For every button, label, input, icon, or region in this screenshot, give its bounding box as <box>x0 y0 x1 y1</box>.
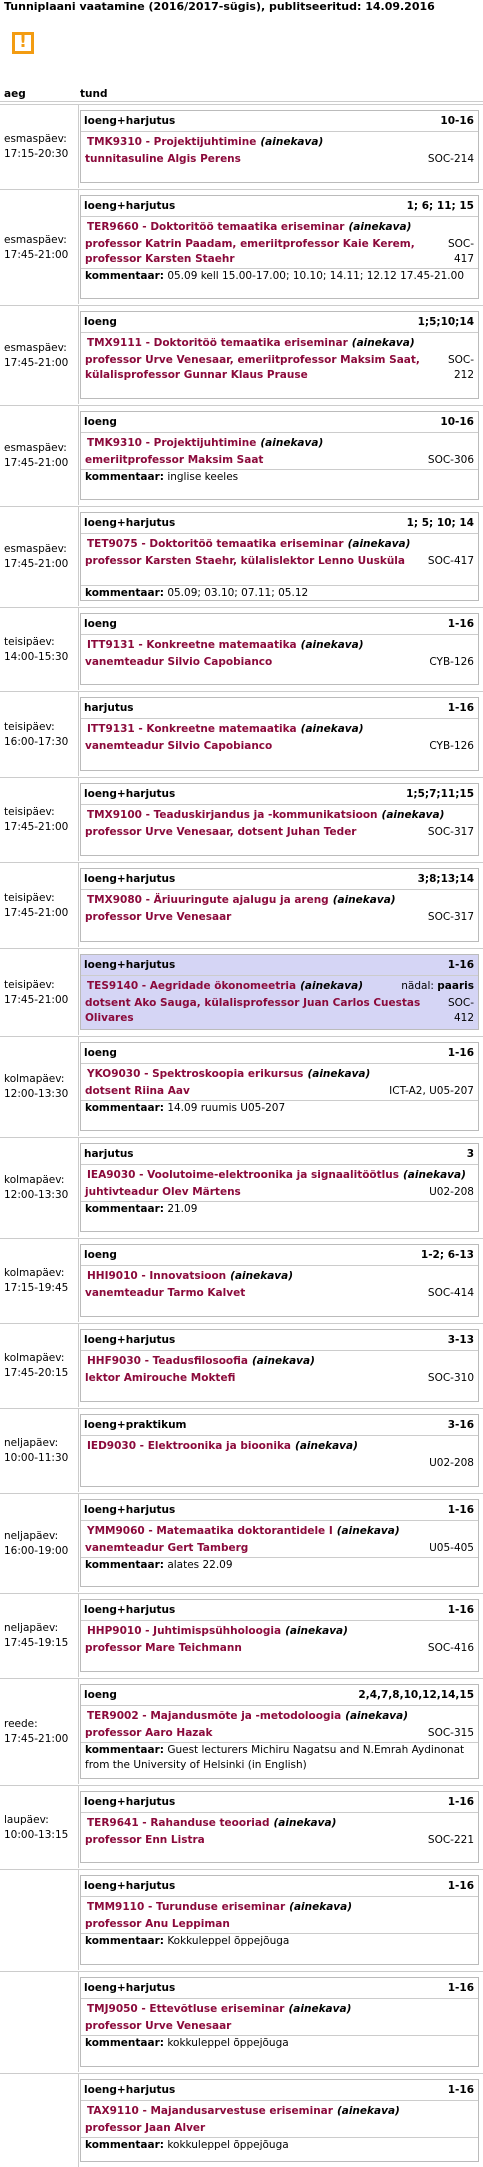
lesson-type: loeng <box>84 316 117 328</box>
lesson-teachers[interactable]: professor Urve Venesaar <box>85 2020 232 2032</box>
row-separator <box>78 1870 79 1970</box>
lesson-card-header <box>81 1144 478 1165</box>
row-separator <box>78 1494 79 1592</box>
lesson-card-header <box>81 1330 478 1351</box>
table-row <box>0 2073 483 2167</box>
lesson-weeks: 1;5;7;11;15 <box>406 788 474 800</box>
course-syllabus-link[interactable]: (ainekava) <box>336 1525 400 1537</box>
table-row <box>0 1593 483 1677</box>
lesson-card-header <box>81 698 478 719</box>
lesson-type: loeng+harjutus <box>84 1982 176 1994</box>
row-separator <box>78 608 79 690</box>
lesson-card[interactable] <box>80 1244 479 1317</box>
lesson-card[interactable] <box>80 613 479 685</box>
lesson-comment <box>85 586 474 601</box>
lesson-card-header <box>81 1245 478 1266</box>
course-syllabus-link[interactable]: (ainekava) <box>260 437 324 449</box>
row-separator <box>78 190 79 304</box>
table-row <box>0 777 483 861</box>
lesson-card[interactable] <box>80 1977 479 2067</box>
lesson-room: U02-208 <box>429 1186 474 1198</box>
comment-label: kommentaar: <box>85 270 164 282</box>
lesson-type: loeng <box>84 618 117 630</box>
lesson-type: harjutus <box>84 1148 134 1160</box>
week-parity-value: paaris <box>437 980 474 992</box>
lesson-teachers[interactable]: tunnitasuline Algis Perens <box>85 153 241 165</box>
lesson-teachers[interactable]: professor Anu Leppiman <box>85 1918 230 1930</box>
lesson-teachers[interactable]: juhtivteadur Olev Märtens <box>85 1186 241 1198</box>
lesson-type: loeng <box>84 1249 117 1261</box>
lesson-comment <box>85 2138 474 2153</box>
lesson-type: loeng+harjutus <box>84 1504 176 1516</box>
lesson-teachers[interactable]: emeriitprofessor Maksim Saat <box>85 454 264 466</box>
course-syllabus-link[interactable]: (ainekava) <box>336 2105 400 2117</box>
row-separator <box>78 692 79 776</box>
lesson-card[interactable] <box>80 110 479 183</box>
lesson-weeks: 1; 5; 10; 14 <box>406 517 474 529</box>
lesson-type: loeng+harjutus <box>84 959 176 971</box>
table-row <box>0 607 483 690</box>
lesson-type: loeng+harjutus <box>84 115 176 127</box>
row-time: teisipäev: 17:45-21:00 <box>4 892 69 919</box>
lesson-comment <box>85 2036 474 2051</box>
course-name <box>87 809 474 821</box>
course-link[interactable]: HHF9030 - Teadusfilosoofia <box>87 1355 248 1367</box>
table-row <box>0 1137 483 1237</box>
course-syllabus-link[interactable]: (ainekava) <box>252 1355 315 1367</box>
lesson-weeks: 1-2; 6-13 <box>420 1249 474 1261</box>
lesson-card[interactable] <box>80 783 479 856</box>
lesson-room: SOC- 417 <box>447 238 474 265</box>
row-time: neljapäev: 17:45-19:15 <box>4 1622 69 1649</box>
lesson-weeks: 1-16 <box>447 1880 474 1892</box>
lesson-card[interactable] <box>80 1791 479 1863</box>
row-time: kolmapäev: 17:45-20:15 <box>4 1352 69 1379</box>
lesson-weeks: 1-16 <box>447 618 474 630</box>
lesson-type: loeng+harjutus <box>84 1796 176 1808</box>
lesson-room: ICT-A2, U05-207 <box>389 1085 474 1097</box>
table-row <box>0 1036 483 1136</box>
course-name <box>87 1710 474 1722</box>
week-parity-label: nädal: <box>401 980 434 992</box>
comment-label: kommentaar: <box>85 2139 164 2151</box>
course-syllabus-link[interactable]: (ainekava) <box>351 337 415 349</box>
lesson-weeks: 1-16 <box>447 1796 474 1808</box>
row-separator <box>78 2074 79 2167</box>
lesson-card[interactable] <box>80 2079 479 2162</box>
header-lesson: tund <box>80 88 108 100</box>
course-link[interactable]: IEA9030 - Voolutoime-elektroonika ja signaalitöötlus <box>87 1169 399 1181</box>
course-link[interactable]: HHP9010 - Juhtimispsühholoogia <box>87 1625 282 1637</box>
comment-text: kokkuleppel õppejõuga <box>167 2139 289 2151</box>
lesson-weeks: 1-16 <box>447 1604 474 1616</box>
comment-text: Guest lecturers Michiru Nagatsu and N.Emrah Aydinonat from the University of Helsinki (in English) <box>85 1744 465 1771</box>
row-separator <box>78 1409 79 1492</box>
course-link[interactable]: TER9660 - Doktoritöö temaatika eriseminar <box>87 221 345 233</box>
lesson-card-header <box>81 412 478 433</box>
table-row <box>0 691 483 776</box>
lesson-teachers[interactable]: professor Urve Venesaar <box>85 911 232 923</box>
row-time: esmaspäev: 17:45-21:00 <box>4 342 69 369</box>
lesson-teachers[interactable]: vanemteadur Silvio Capobianco <box>85 656 273 668</box>
course-syllabus-link[interactable]: (ainekava) <box>285 1625 348 1637</box>
lesson-card[interactable] <box>80 1414 479 1487</box>
lesson-type: loeng+harjutus <box>84 517 176 529</box>
course-name <box>87 723 474 735</box>
comment-text: 21.09 <box>167 1203 198 1215</box>
lesson-weeks: 3 <box>466 1148 474 1160</box>
lesson-card[interactable] <box>80 1042 479 1131</box>
course-syllabus-link[interactable]: (ainekava) <box>403 1169 466 1181</box>
lesson-room: SOC-317 <box>427 911 474 923</box>
lesson-weeks: 1;5;10;14 <box>417 316 474 328</box>
course-name <box>87 1270 474 1282</box>
course-syllabus-link[interactable]: (ainekava) <box>381 809 445 821</box>
course-link[interactable]: TMK9310 - Projektijuhtimine <box>87 437 257 449</box>
course-syllabus-link[interactable]: (ainekava) <box>288 2003 352 2015</box>
lesson-room: SOC-310 <box>427 1372 474 1384</box>
table-row <box>0 1785 483 1868</box>
lesson-type: loeng <box>84 416 117 428</box>
lesson-type: loeng+harjutus <box>84 2084 176 2096</box>
lesson-weeks: 1; 6; 11; 15 <box>406 200 474 212</box>
course-syllabus-link[interactable]: (ainekava) <box>300 639 364 651</box>
course-syllabus-link[interactable]: (ainekava) <box>300 723 364 735</box>
lesson-card-header <box>81 614 478 635</box>
lesson-card-header <box>81 513 478 534</box>
course-link[interactable]: TMK9310 - Projektijuhtimine <box>87 136 257 148</box>
course-link[interactable]: TMX9080 - Äriuuringute ajalugu ja areng <box>87 894 329 906</box>
row-separator <box>78 1972 79 2072</box>
course-name <box>87 1355 474 1367</box>
lesson-room: U02-208 <box>429 1457 474 1469</box>
lesson-card-header <box>81 784 478 805</box>
course-name <box>87 1169 474 1181</box>
course-link[interactable]: ITT9131 - Konkreetne matemaatika <box>87 639 297 651</box>
course-link[interactable]: HHI9010 - Innovatsioon <box>87 1270 227 1282</box>
lesson-card-header <box>81 1415 478 1436</box>
course-syllabus-link[interactable]: (ainekava) <box>289 1901 353 1913</box>
comment-label: kommentaar: <box>85 1935 164 1947</box>
row-separator <box>78 1786 79 1868</box>
row-time: kolmapäev: 17:15-19:45 <box>4 1267 69 1294</box>
row-time: teisipäev: 17:45-21:00 <box>4 806 69 833</box>
row-time: reede: 17:45-21:00 <box>4 1718 69 1745</box>
lesson-card-header <box>81 1792 478 1813</box>
lesson-card[interactable] <box>80 1499 479 1587</box>
course-link[interactable]: TET9075 - Doktoritöö temaatika eriseminar <box>87 538 344 550</box>
lesson-card-header <box>81 1978 478 1999</box>
lesson-teachers[interactable]: professor Mare Teichmann <box>85 1642 242 1654</box>
comment-text: 05.09 kell 15.00-17.00; 10.10; 14.11; 12.12 17.45-21.00 <box>167 270 465 282</box>
lesson-room: SOC- 212 <box>447 354 474 381</box>
course-syllabus-link[interactable]: (ainekava) <box>348 221 412 233</box>
course-link[interactable]: YKO9030 - Spektroskoopia erikursus <box>87 1068 304 1080</box>
lesson-weeks: 1-16 <box>447 1504 474 1516</box>
table-row <box>0 405 483 505</box>
lesson-weeks: 1-16 <box>447 2084 474 2096</box>
comment-label: kommentaar: <box>85 1559 164 1571</box>
course-link[interactable]: TMM9110 - Turunduse eriseminar <box>87 1901 286 1913</box>
row-separator <box>78 406 79 505</box>
course-name <box>87 136 474 148</box>
row-time: teisipäev: 14:00-15:30 <box>4 636 69 663</box>
lesson-type: loeng+harjutus <box>84 1604 176 1616</box>
lesson-card-header <box>81 1685 478 1706</box>
course-syllabus-link[interactable]: (ainekava) <box>347 538 411 550</box>
row-time: esmaspäev: 17:45-21:00 <box>4 442 69 469</box>
course-name <box>87 1901 474 1913</box>
lesson-weeks: 3;8;13;14 <box>417 873 474 885</box>
row-time: teisipäev: 16:00-17:30 <box>4 721 69 748</box>
course-name <box>87 538 474 550</box>
lesson-type: loeng+harjutus <box>84 1334 176 1346</box>
row-time: laupäev: 10:00-13:15 <box>4 1814 69 1841</box>
lesson-card-header <box>81 1043 478 1064</box>
lesson-card-header <box>81 2080 478 2101</box>
table-row <box>0 1323 483 1407</box>
course-name <box>87 1817 474 1829</box>
course-link[interactable]: TMJ9050 - Ettevõtluse eriseminar <box>87 2003 285 2015</box>
lesson-weeks: 2,4,7,8,10,12,14,15 <box>358 1689 474 1701</box>
lesson-teachers[interactable]: vanemteadur Gert Tamberg <box>85 1542 249 1554</box>
course-name <box>87 1625 474 1637</box>
lesson-weeks: 10-16 <box>440 416 474 428</box>
lesson-room: SOC-221 <box>427 1834 474 1846</box>
course-syllabus-link[interactable]: (ainekava) <box>273 1817 337 1829</box>
lesson-comment <box>85 1202 474 1217</box>
course-name <box>87 1068 474 1080</box>
course-name <box>87 337 474 349</box>
course-link[interactable]: TER9002 - Majandusmõte ja -metodoloogia <box>87 1710 342 1722</box>
table-row <box>0 1678 483 1784</box>
comment-text: 05.09; 03.10; 07.11; 05.12 <box>167 587 309 599</box>
lesson-type: loeng <box>84 1047 117 1059</box>
row-separator <box>78 1037 79 1136</box>
row-time: esmaspäev: 17:45-21:00 <box>4 234 69 261</box>
table-row <box>0 1238 483 1322</box>
table-row <box>0 862 483 947</box>
lesson-teachers[interactable]: professor Jaan Alver <box>85 2122 206 2134</box>
comment-label: kommentaar: <box>85 1102 164 1114</box>
comment-text: alates 22.09 <box>167 1559 233 1571</box>
lesson-room: SOC-306 <box>427 454 474 466</box>
lesson-card[interactable] <box>80 868 479 942</box>
row-time: neljapäev: 16:00-19:00 <box>4 1530 69 1557</box>
row-time: teisipäev: 17:45-21:00 <box>4 979 69 1006</box>
row-time: kolmapäev: 12:00-13:30 <box>4 1174 69 1201</box>
lesson-card[interactable] <box>80 954 479 1030</box>
lesson-card[interactable] <box>80 411 479 500</box>
table-row <box>0 1869 483 1970</box>
lesson-room: SOC-214 <box>427 153 474 165</box>
course-link[interactable]: ITT9131 - Konkreetne matemaatika <box>87 723 297 735</box>
lesson-room: U05-405 <box>429 1542 474 1554</box>
comment-label: kommentaar: <box>85 587 164 599</box>
course-syllabus-link[interactable]: (ainekava) <box>260 136 324 148</box>
lesson-card[interactable] <box>80 1684 479 1779</box>
page-title: Tunniplaani vaatamine (2016/2017-sügis), publitseeritud: 14.09.2016 <box>4 0 435 13</box>
lesson-room: SOC-317 <box>427 826 474 838</box>
course-name <box>87 894 474 906</box>
lesson-teachers[interactable]: professor Urve Venesaar, dotsent Juhan Teder <box>85 826 357 838</box>
lesson-card-header <box>81 1500 478 1521</box>
lesson-card-header <box>81 1600 478 1621</box>
lesson-room: CYB-126 <box>429 656 474 668</box>
course-link[interactable]: TER9641 - Rahanduse teooriad <box>87 1817 270 1829</box>
lesson-type: loeng+harjutus <box>84 1880 176 1892</box>
lesson-room: SOC-416 <box>427 1642 474 1654</box>
lesson-card[interactable] <box>80 1875 479 1965</box>
table-row <box>0 305 483 404</box>
lesson-comment <box>85 269 474 284</box>
row-separator <box>78 863 79 947</box>
comment-label: kommentaar: <box>85 471 164 483</box>
lesson-card-header <box>81 869 478 890</box>
warning-icon[interactable]: ! <box>12 32 34 54</box>
course-syllabus-link[interactable]: (ainekava) <box>332 894 396 906</box>
course-name <box>87 1525 474 1537</box>
lesson-type: harjutus <box>84 702 134 714</box>
row-separator <box>78 105 79 188</box>
lesson-teachers[interactable]: professor Katrin Paadam, emeriitprofessor Kaie Kerem, professor Karsten Staehr <box>85 238 415 265</box>
lesson-card[interactable] <box>80 1329 479 1402</box>
lesson-comment <box>85 1743 474 1773</box>
lesson-room: SOC- 412 <box>447 997 474 1024</box>
comment-text: kokkuleppel õppejõuga <box>167 2037 289 2049</box>
lesson-teachers[interactable]: dotsent Riina Aav <box>85 1085 190 1097</box>
header-time: aeg <box>4 88 26 100</box>
row-separator <box>78 778 79 861</box>
lesson-card[interactable] <box>80 311 479 399</box>
table-row <box>0 1408 483 1492</box>
lesson-teachers[interactable]: lektor Amirouche Moktefi <box>85 1372 236 1384</box>
comment-text: Kokkuleppel õppejõuga <box>167 1935 290 1947</box>
comment-text: inglise keeles <box>167 471 239 483</box>
lesson-room: SOC-315 <box>427 1727 474 1739</box>
row-time: esmaspäev: 17:45-21:00 <box>4 543 69 570</box>
lesson-card-header <box>81 312 478 333</box>
header-divider <box>0 101 483 102</box>
table-row <box>0 1971 483 2072</box>
row-separator <box>78 507 79 606</box>
lesson-card-header <box>81 1876 478 1897</box>
row-time: esmaspäev: 17:15-20:30 <box>4 133 69 160</box>
lesson-type: loeng+harjutus <box>84 788 176 800</box>
lesson-weeks: 1-16 <box>447 1047 474 1059</box>
lesson-room: SOC-414 <box>427 1287 474 1299</box>
lesson-teachers[interactable]: professor Karsten Staehr, külalislektor Lenno Uusküla <box>85 555 405 567</box>
course-name <box>87 639 474 651</box>
course-syllabus-link[interactable]: (ainekava) <box>295 1440 358 1452</box>
row-separator <box>78 1679 79 1784</box>
lesson-room: CYB-126 <box>429 740 474 752</box>
lesson-comment <box>85 1558 474 1573</box>
course-name <box>87 437 474 449</box>
row-separator <box>78 1324 79 1407</box>
lesson-comment <box>85 1934 474 1949</box>
course-name <box>87 2105 474 2117</box>
lesson-card-header <box>81 955 478 976</box>
lesson-teachers[interactable]: dotsent Ako Sauga, külalisprofessor Juan Carlos Cuestas Olivares <box>85 997 421 1024</box>
row-separator <box>78 1138 79 1237</box>
lesson-type: loeng+harjutus <box>84 873 176 885</box>
table-row <box>0 189 483 304</box>
course-link[interactable]: TMX9111 - Doktoritöö temaatika eriseminar <box>87 337 348 349</box>
comment-label: kommentaar: <box>85 1203 164 1215</box>
lesson-room: SOC-417 <box>427 555 474 567</box>
lesson-card-header <box>81 196 478 217</box>
course-link[interactable]: TES9140 - Aegridade ökonomeetria <box>87 980 297 992</box>
lesson-card[interactable] <box>80 512 479 601</box>
lesson-card[interactable] <box>80 1143 479 1232</box>
table-row <box>0 506 483 606</box>
row-time: kolmapäev: 12:00-13:30 <box>4 1073 69 1100</box>
lesson-comment <box>85 1101 474 1116</box>
comment-label: kommentaar: <box>85 2037 164 2049</box>
lesson-type: loeng+harjutus <box>84 200 176 212</box>
week-parity <box>401 980 474 992</box>
lesson-weeks: 1-16 <box>447 1982 474 1994</box>
table-row <box>0 948 483 1035</box>
course-syllabus-link[interactable]: (ainekava) <box>300 980 363 992</box>
lesson-weeks: 3-13 <box>447 1334 474 1346</box>
row-separator <box>78 949 79 1035</box>
lesson-teachers[interactable]: professor Enn Listra <box>85 1834 205 1846</box>
lesson-comment <box>85 470 474 485</box>
table-row <box>0 1493 483 1592</box>
lesson-weeks: 1-16 <box>447 702 474 714</box>
lesson-weeks: 3-16 <box>447 1419 474 1431</box>
table-row <box>0 104 483 188</box>
lesson-teachers[interactable]: professor Urve Venesaar, emeriitprofessor Maksim Saat, külalisprofessor Gunnar Klaus Prause <box>85 354 420 381</box>
course-link[interactable]: TMX9100 - Teaduskirjandus ja -kommunikatsioon <box>87 809 378 821</box>
row-separator <box>78 306 79 404</box>
row-separator <box>78 1239 79 1322</box>
lesson-type: loeng+praktikum <box>84 1419 187 1431</box>
lesson-card[interactable] <box>80 1599 479 1672</box>
course-syllabus-link[interactable]: (ainekava) <box>230 1270 294 1282</box>
lesson-weeks: 10-16 <box>440 115 474 127</box>
course-syllabus-link[interactable]: (ainekava) <box>345 1710 409 1722</box>
row-time: neljapäev: 10:00-11:30 <box>4 1437 69 1464</box>
lesson-card[interactable] <box>80 697 479 771</box>
course-syllabus-link[interactable]: (ainekava) <box>307 1068 371 1080</box>
course-link[interactable]: IED9030 - Elektroonika ja bioonika <box>87 1440 292 1452</box>
lesson-teachers[interactable]: vanemteadur Tarmo Kalvet <box>85 1287 246 1299</box>
lesson-teachers[interactable]: professor Aaro Hazak <box>85 1727 213 1739</box>
lesson-teachers[interactable]: vanemteadur Silvio Capobianco <box>85 740 273 752</box>
lesson-card-header <box>81 111 478 132</box>
course-name <box>87 1440 474 1452</box>
comment-label: kommentaar: <box>85 1744 164 1756</box>
course-link[interactable]: TAX9110 - Majandusarvestuse eriseminar <box>87 2105 333 2117</box>
course-link[interactable]: YMM9060 - Matemaatika doktorantidele I <box>87 1525 333 1537</box>
comment-text: 14.09 ruumis U05-207 <box>167 1102 286 1114</box>
lesson-weeks: 1-16 <box>447 959 474 971</box>
row-separator <box>78 1594 79 1677</box>
course-name <box>87 2003 474 2015</box>
course-name <box>87 221 474 233</box>
lesson-card[interactable] <box>80 195 479 299</box>
lesson-type: loeng <box>84 1689 117 1701</box>
